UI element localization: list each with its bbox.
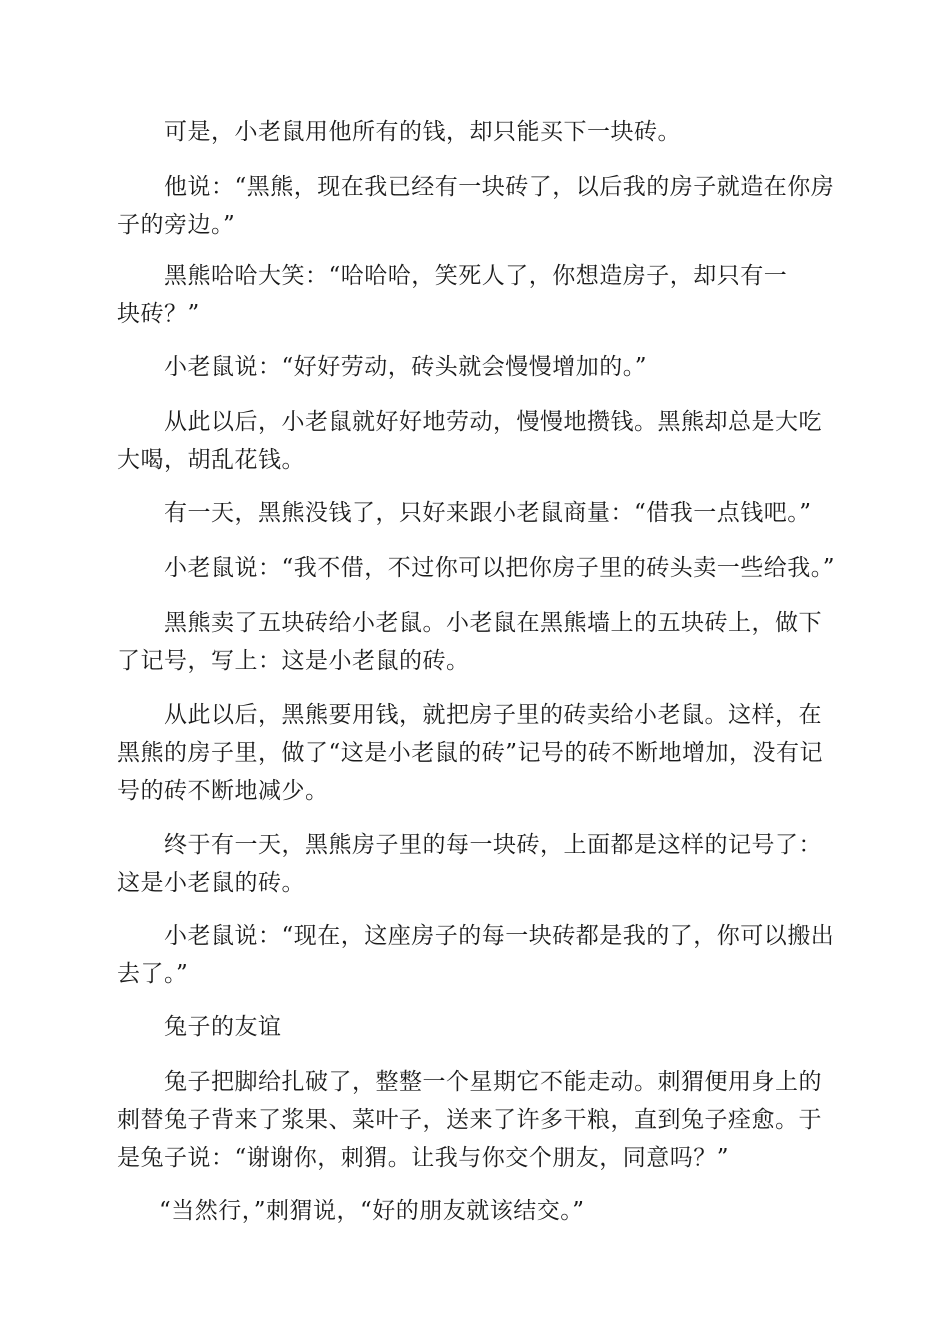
paragraph-8: 黑熊卖了五块砖给小老鼠。小老鼠在黑熊墙上的五块砖上，做下了记号，写上：这是小老鼠的砖。 — [117, 610, 822, 674]
paragraph-10: 终于有一天，黑熊房子里的每一块砖，上面都是这样的记号了：这是小老鼠的砖。 — [117, 832, 822, 896]
paragraph-7: 小老鼠说：“我不借，不过你可以把你房子里的砖头卖一些给我。” — [164, 555, 836, 581]
paragraph-3: 黑熊哈哈大笑：“哈哈哈，笑死人了，你想造房子，却只有一块砖？” — [117, 263, 788, 327]
paragraph-9: 从此以后，黑熊要用钱，就把房子里的砖卖给小老鼠。这样，在黑熊的房子里，做了“这是小老鼠的砖”记号的砖不断地增加，没有记号的砖不断地减少。 — [117, 702, 824, 804]
paragraph-2: 他说：“黑熊，现在我已经有一块砖了，以后我的房子就造在你房子的旁边。” — [117, 174, 835, 238]
paragraph-13: “当然行，”刺猬说，“好的朋友就该结交。” — [159, 1198, 585, 1224]
paragraph-1: 可是，小老鼠用他所有的钱，却只能买下一块砖。 — [164, 119, 681, 145]
paragraph-12: 兔子把脚给扎破了，整整一个星期它不能走动。刺猬便用身上的刺替兔子背来了浆果、菜叶子，送来了许多干粮，直到兔子痊愈。于是兔子说：“谢谢你，刺猬。让我与你交个朋友，同意吗？” — [117, 1069, 822, 1171]
paragraph-5: 从此以后，小老鼠就好好地劳动，慢慢地攒钱。黑熊却总是大吃大喝，胡乱花钱。 — [117, 409, 822, 473]
paragraph-11: 小老鼠说：“现在，这座房子的每一块砖都是我的了，你可以搬出去了。” — [117, 923, 835, 987]
paragraph-6: 有一天，黑熊没钱了，只好来跟小老鼠商量：“借我一点钱吧。” — [164, 500, 812, 526]
paragraph-4: 小老鼠说：“好好劳动，砖头就会慢慢增加的。” — [164, 354, 648, 380]
story-title: 兔子的友谊 — [164, 1014, 282, 1040]
